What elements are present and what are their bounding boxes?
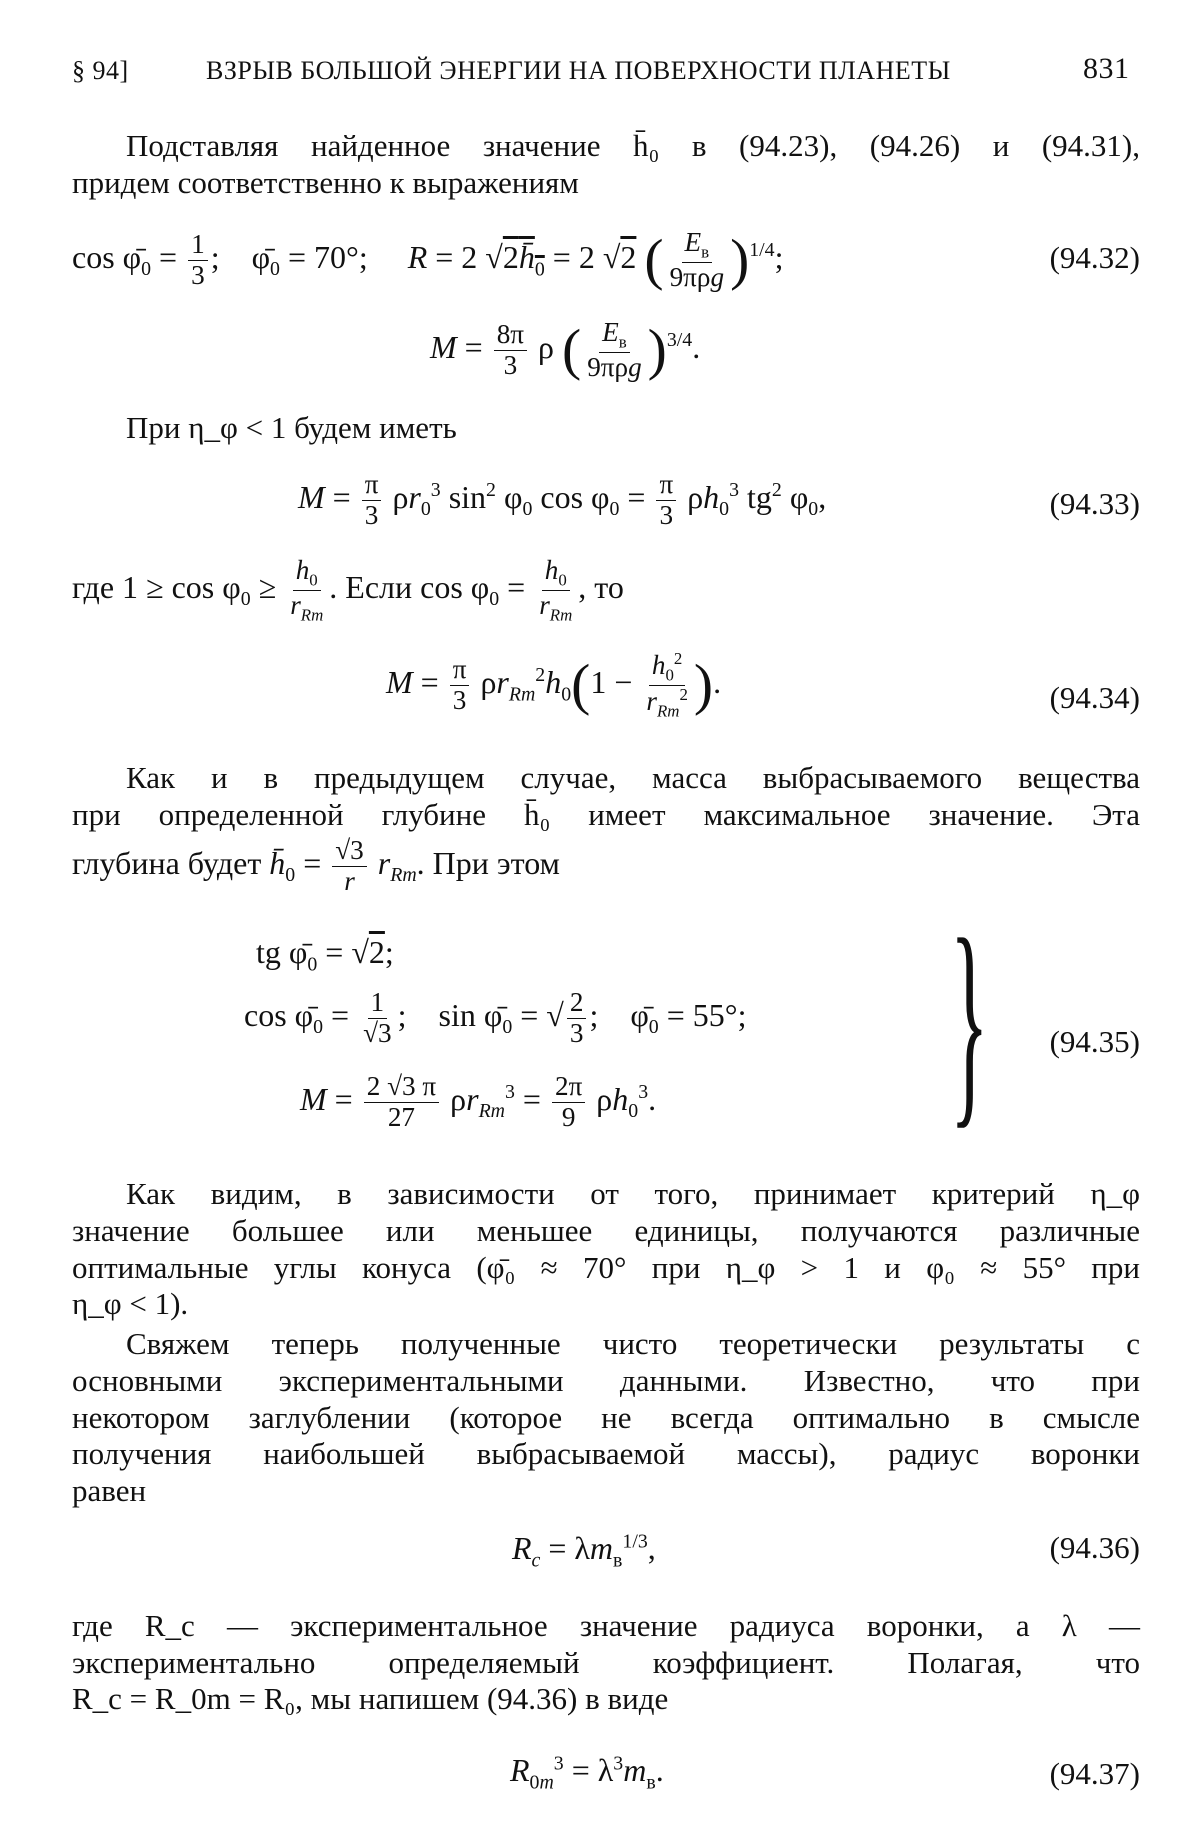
equation-number: (94.36): [1049, 1530, 1140, 1565]
equation-94-32-mass: M = $\frac{8\pi}{3}$ ρ ( $\frac{E_в}{\text{9πρg}}$ )$^{3/4}$.: [430, 317, 701, 382]
text-line: Как видим, в зависимости от того, принимает критерий η_φ: [126, 1176, 1140, 1211]
text-line: Подставляя найденное значение h̄₀ в (94.23), (94.26) и (94.31),: [126, 128, 1140, 163]
text-line: значение большее или меньшее единицы, получаются различные: [72, 1213, 1140, 1248]
text-line: основными экспериментальными данными. Известно, что при: [72, 1363, 1140, 1398]
right-brace: }: [950, 892, 989, 1147]
word-depth: глубина будет: [72, 844, 262, 881]
paragraph-experiment-cont: [72, 1363, 1140, 1509]
equation-94-35-line1: tg $\varphī_0 = √2$;: [256, 934, 394, 976]
equation-94-32: $\cos \varphī_0$ = $\frac{1}{3}$ ; $\varphī_0 = 70^\circ$; R = 2 $√2h̄_0 = 2$ √2 ( $\frac{E_в}{\text{9πρg}}$ )$^{1/4}$;: [72, 227, 784, 292]
paragraph-max-mass: [72, 760, 1140, 797]
condition-line: где $1 \ge \cos \varphi_0$ ≥ $\frac{h_0}{r_{Rm}}$ . Если $\cos \varphi_0$ = $\frac{h_0}{r_{Rm}}$ , то: [72, 555, 624, 625]
word-then2: . При этом: [416, 844, 560, 881]
word-then: , то: [578, 568, 624, 605]
equation-94-35-line3: M = $\frac{2 √3 \pi}{27}$ $\rho r_{Rm}^3$ = $\frac{2\pi}{9}$ $\rho h_0^3$.: [300, 1071, 657, 1132]
word-if: . Если: [329, 568, 413, 605]
paragraph-eta-less: При η_φ < 1 будем иметь: [126, 410, 457, 445]
text-line: где R_c — экспериментальное значение радиуса воронки, а λ —: [72, 1608, 1140, 1643]
text-line: оптимальные углы конуса (φ̄₀ ≈ 70° при η_φ > 1 и φ₀ ≈ 55° при: [72, 1249, 1140, 1285]
text-line: равен: [72, 1472, 147, 1508]
paragraph-max-mass-cont: [72, 797, 1140, 834]
equation-94-36: $R_c = \lambda m_в^{1/3}$,: [512, 1530, 656, 1572]
paragraph-conclusion-cont: [72, 1213, 1140, 1323]
equation-94-35-line2: $\cos \varphī_0$ = $\frac{1}{√3}$ ; $\sin \varphī_0$ = √ $\frac{2}{3}$ ; $\varphī_0 = 55^\circ$;: [244, 987, 747, 1048]
text-line: η_φ < 1).: [72, 1286, 189, 1321]
paragraph-lambda: [72, 1608, 1140, 1718]
paragraph-substitution-cont: [72, 165, 1140, 202]
equation-number: (94.33): [1049, 486, 1140, 521]
depth-line: глубина будет $h̄_0$ = $\frac{√3}{r}$ $r_{Rm}$. При этом: [72, 835, 560, 896]
page-number: 831: [1083, 52, 1130, 85]
paragraph-substitution: [72, 128, 1140, 165]
text-line: некотором заглублении (которое не всегда оптимально в смысле: [72, 1399, 1140, 1435]
paragraph-experiment: [72, 1326, 1140, 1363]
equation-number: (94.35): [1049, 1024, 1140, 1059]
text-line: при определенной глубине h̄₀ имеет максимальное значение. Эта: [72, 797, 1140, 832]
equation-number: (94.37): [1049, 1756, 1140, 1791]
text-line: R_c = R_0m = R₀, мы напишем (94.36) в виде: [72, 1681, 669, 1716]
text-line: получения наибольшей выбрасываемой массы), радиус воронки: [72, 1436, 1140, 1471]
equation-94-37: $R_{0m}^3 = \lambda^3m_в$.: [510, 1752, 664, 1794]
paragraph-conclusion: [72, 1176, 1140, 1213]
equation-94-34: M = $\frac{\pi}{3}$ $\rho r_{Rm}^2h_0(1$ − $\frac{h_0^2}{r_{Rm}^2}$ ).: [386, 649, 722, 721]
text-line: экспериментально определяемый коэффициент. Полагая, что: [72, 1644, 1140, 1680]
section-marker: § 94]: [72, 56, 129, 85]
equation-number: (94.32): [1049, 240, 1140, 275]
equation-number: (94.34): [1049, 680, 1140, 715]
text-line: Свяжем теперь полученные чисто теоретически результаты с: [126, 1326, 1140, 1361]
text-line: придем соответственно к выражениям: [72, 165, 579, 200]
equation-94-33: M = $\frac{\pi}{3}$ $\rho r_0^3$ $\sin^2 \varphi_0$ $\cos \varphi_0$ = $\frac{\pi}{3}$ $\rho h_0^3$ $tg^2$ $\varphi_0$,: [298, 469, 827, 530]
running-title: ВЗРЫВ БОЛЬШОЙ ЭНЕРГИИ НА ПОВЕРХНОСТИ ПЛАНЕТЫ: [206, 56, 951, 85]
word-where: где: [72, 568, 115, 605]
text-line: Как и в предыдущем случае, масса выбрасываемого вещества: [126, 760, 1140, 795]
